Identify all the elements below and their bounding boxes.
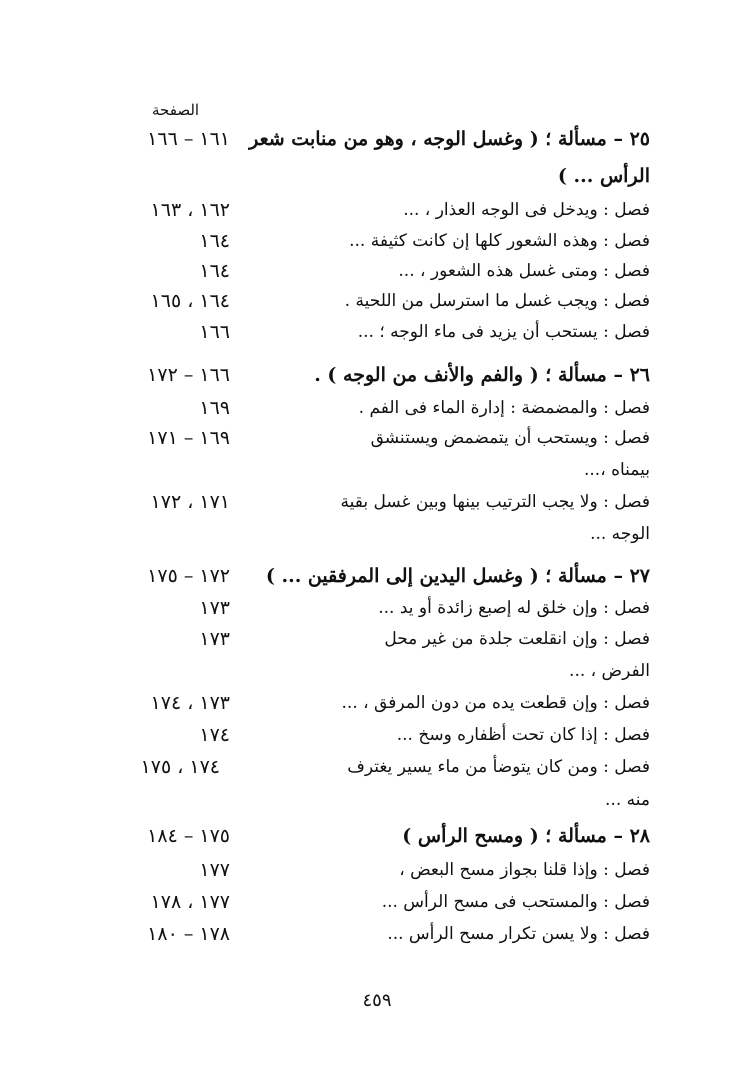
- entry-pages: ١٧٧ ، ١٧٨: [150, 891, 230, 913]
- entry-pages: ١٦٦ – ١٧٢: [147, 364, 230, 386]
- index-entry-section: [120, 887, 650, 917]
- entry-pages: ١٧٣: [199, 597, 230, 619]
- entry-pages: ١٧٢ – ١٧٥: [147, 565, 230, 587]
- entry-pages: ١٦٢ ، ١٦٣: [150, 199, 230, 221]
- entry-pages: ١٧١ ، ١٧٢: [150, 491, 230, 513]
- entry-pages: ١٦٩: [199, 397, 230, 419]
- entry-text: فصل : يستحب أن يزيد فى ماء الوجه ؛ ...: [357, 322, 650, 342]
- entry-text: ٢٦ – مسألة ؛ ( والفم والأنف من الوجه ) .: [314, 364, 650, 386]
- index-entry-heading: [120, 360, 650, 390]
- entry-text: فصل : وإن انقلعت جلدة من غير محل: [384, 629, 650, 649]
- entry-pages: ١٧٧: [199, 859, 230, 881]
- index-entry-section: [120, 226, 650, 256]
- index-entry-section: [120, 393, 650, 423]
- entry-text: فصل : إذا كان تحت أظفاره وسخ ...: [396, 725, 650, 745]
- entry-text: فصل : والمستحب فى مسح الرأس ...: [381, 892, 650, 912]
- index-entry-section-continuation: [120, 455, 650, 485]
- index-entry-section: [120, 855, 650, 885]
- index-entry-section: [120, 593, 650, 623]
- entry-text: بيمناه ،...: [583, 460, 650, 480]
- index-entry-section-continuation: [120, 519, 650, 549]
- index-entry-heading: [120, 561, 650, 591]
- index-entry-heading: [120, 124, 650, 154]
- index-entry-section: [120, 256, 650, 286]
- entry-text: ٢٥ – مسألة ؛ ( وغسل الوجه ، وهو من منابت شعر: [249, 128, 650, 150]
- entry-text: الوجه ...: [590, 524, 650, 544]
- index-entry-section: [120, 317, 650, 347]
- index-entry-section: [120, 752, 650, 782]
- entry-text: فصل : والمضمضة : إدارة الماء فى الفم .: [358, 398, 650, 418]
- entry-pages: ١٦٤: [199, 260, 230, 282]
- entry-pages: ١٦٤: [199, 230, 230, 252]
- entry-pages: ١٦٤ ، ١٦٥: [150, 290, 230, 312]
- index-entry-section: [120, 720, 650, 750]
- index-entry-section-continuation: [120, 656, 650, 686]
- entry-pages: ١٧٨ – ١٨٠: [147, 923, 230, 945]
- entry-text: فصل : وإن خلق له إصبع زائدة أو يد ...: [378, 598, 650, 618]
- index-entry-section: [120, 423, 650, 453]
- entry-pages: ١٧٥ – ١٨٤: [147, 825, 230, 847]
- entry-text: فصل : وهذه الشعور كلها إن كانت كثيفة ...: [349, 231, 650, 251]
- entry-text: فصل : ومتى غسل هذه الشعور ، ...: [398, 261, 650, 281]
- entry-text: فصل : وإن قطعت يده من دون المرفق ، ...: [341, 693, 650, 713]
- index-entry-section: [120, 286, 650, 316]
- entry-text: فصل : وإذا قلنا بجواز مسح البعض ،: [399, 860, 650, 880]
- entry-pages: ١٧٣ ، ١٧٤: [150, 692, 230, 714]
- entry-pages: ١٦٦: [199, 321, 230, 343]
- entry-pages: ١٧٤ ، ١٧٥: [140, 756, 220, 778]
- page-number: ٤٥٩: [362, 990, 392, 1011]
- entry-text: الرأس ... ): [557, 165, 650, 187]
- entry-pages: ١٧٤: [199, 724, 230, 746]
- entry-pages: ١٦٩ – ١٧١: [147, 427, 230, 449]
- entry-text: فصل : ومن كان يتوضأ من ماء يسير يغترف: [347, 757, 650, 777]
- entry-text: فصل : ويجب غسل ما استرسل من اللحية .: [344, 291, 650, 311]
- index-entry-section: [120, 688, 650, 718]
- entry-text: الفرض ، ...: [569, 661, 650, 681]
- index-entry-heading-continuation: [120, 161, 650, 191]
- entry-pages: ١٦١ – ١٦٦: [147, 128, 230, 150]
- index-entry-section: [120, 919, 650, 949]
- entry-text: ٢٨ – مسألة ؛ ( ومسح الرأس ): [402, 825, 650, 847]
- entry-text: ٢٧ – مسألة ؛ ( وغسل اليدين إلى المرفقين ... ): [265, 565, 650, 587]
- entry-text: فصل : ويدخل فى الوجه العذار ، ...: [403, 200, 650, 220]
- entry-text: فصل : ويستحب أن يتمضمض ويستنشق: [370, 428, 650, 448]
- entry-text: فصل : ولا يجب الترتيب بينها وبين غسل بقية: [340, 492, 650, 512]
- index-entry-section: [120, 487, 650, 517]
- index-entry-section: [120, 195, 650, 225]
- index-entry-section-continuation: [120, 785, 650, 815]
- entry-text: فصل : ولا يسن تكرار مسح الرأس ...: [387, 924, 650, 944]
- index-entry-section: [120, 624, 650, 654]
- entry-text: منه ...: [605, 790, 650, 810]
- page-column-header: الصفحة: [152, 101, 200, 119]
- index-entry-heading: [120, 821, 650, 851]
- entry-pages: ١٧٣: [199, 628, 230, 650]
